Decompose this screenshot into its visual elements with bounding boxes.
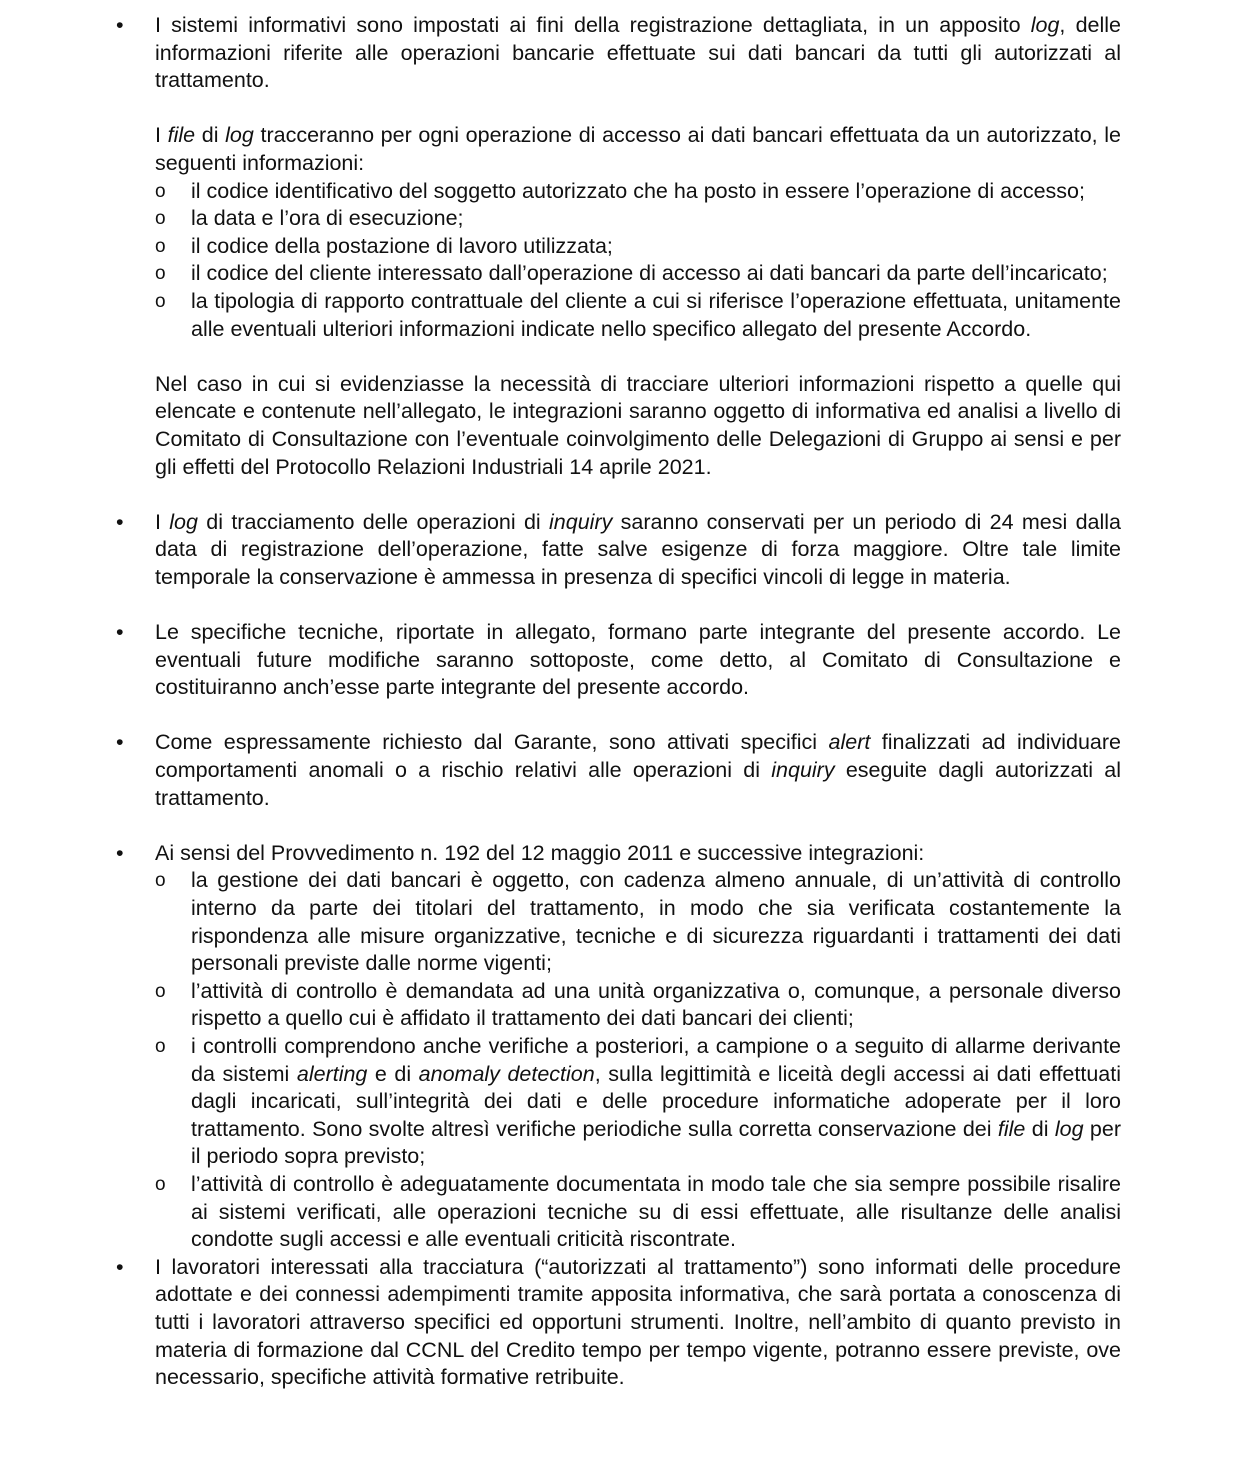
bullet-dot-icon: [116, 729, 130, 757]
circle-bullet-icon: [155, 1171, 169, 1199]
paragraph-text: I file di log tracceranno per ogni operazione di accesso ai dati bancari effettuata da un autorizzato, le seguenti informazioni:: [155, 123, 1122, 175]
circle-bullet-icon: [155, 260, 169, 288]
sub-list: [155, 867, 1121, 1253]
paragraph-spacer: [0, 591, 1239, 619]
italic-term: anomaly detection: [418, 1061, 595, 1086]
sub-list-item: [155, 178, 1121, 206]
paragraph-spacer: [155, 95, 1121, 123]
paragraph-spacer: [155, 343, 1121, 371]
sub-list-text: la data e l’ora di esecuzione;: [191, 206, 464, 231]
sub-list-text: i controlli comprendono anche verifiche a posteriori, a campione o a seguito di allarme derivante da sistemi alerting e di anomaly detection, sulla legittimità e liceità degli accessi ai dati effettuati dagli incaricati, sull’integrità dei dati e delle procedure informatiche adoperate per il loro trattamento. Sono svolte altresì verifiche periodiche sulla corretta conservazione dei file di log per il periodo sopra previsto;: [191, 1033, 1121, 1169]
bullet-item: [0, 840, 1239, 1254]
paragraph-text: Come espressamente richiesto dal Garante, sono attivati specifici alert finalizzati ad individuare comportamenti anomali o a rischio relativi alle operazioni di inquiry eseguite dagli autorizzati al trattamento.: [155, 730, 1121, 810]
sub-list-item: [155, 205, 1121, 233]
sub-list-item: [155, 978, 1121, 1033]
circle-bullet-icon: [155, 233, 169, 261]
paragraph-spacer: [0, 702, 1239, 730]
sub-list-text: l’attività di controllo è adeguatamente documentata in modo tale che sia sempre possibile risalire ai sistemi verificati, alle operazioni tecniche su di essi effettuate, alle risultanze delle analisi condotte sugli accessi e alle eventuali criticità riscontrate.: [191, 1171, 1121, 1252]
italic-term: log: [1030, 13, 1060, 37]
bullet-dot-icon: [116, 12, 130, 40]
circle-bullet-icon: [155, 978, 169, 1006]
sub-list-text: il codice della postazione di lavoro utilizzata;: [191, 233, 613, 258]
sub-list-item: [155, 867, 1121, 977]
circle-bullet-icon: [155, 1033, 169, 1061]
bullet-dot-icon: [116, 840, 130, 868]
italic-term: log: [225, 123, 254, 148]
paragraph-spacer: [0, 481, 1239, 509]
circle-bullet-icon: [155, 288, 169, 316]
sub-list: [155, 178, 1121, 344]
document-page: [0, 12, 1239, 1392]
italic-term: alert: [828, 730, 871, 755]
sub-list-text: il codice del cliente interessato dall’operazione di accesso ai dati bancari da parte dell’incaricato;: [191, 261, 1108, 286]
bullet-dot-icon: [116, 1254, 130, 1282]
sub-list-item: [155, 233, 1121, 261]
bullet-item: [0, 509, 1239, 592]
circle-bullet-icon: [155, 178, 169, 206]
paragraph-text: Le specifiche tecniche, riportate in allegato, formano parte integrante del presente accordo. Le eventuali future modifiche saranno sottoposte, come detto, al Comitato di Consultazione e costituiranno anch’esse parte integrante del presente accordo.: [155, 620, 1121, 700]
sub-list-item: [155, 288, 1121, 343]
bullet-item: [0, 729, 1239, 812]
italic-term: inquiry: [549, 509, 613, 534]
paragraph-text: I sistemi informativi sono impostati ai fini della registrazione dettagliata, in un apposito log, delle informazioni riferite alle operazioni bancarie effettuate sui dati bancari da tutti gli autorizzati al trattamento.: [155, 13, 1122, 93]
bullet-item: [0, 12, 1239, 481]
italic-term: log: [169, 509, 198, 534]
bullet-item: [0, 1254, 1239, 1392]
circle-bullet-icon: [155, 867, 169, 895]
sub-list-text: la gestione dei dati bancari è oggetto, con cadenza almeno annuale, di un’attività di controllo interno da parte dei titolari del trattamento, in modo che sia verificata costantemente la rispondenza alle misure organizzative, tecniche e di sicurezza riguardanti i trattamenti dei dati personali previste dalle norme vigenti;: [191, 868, 1121, 976]
italic-term: log: [1054, 1116, 1084, 1141]
italic-term: file: [167, 123, 196, 148]
italic-term: inquiry: [771, 758, 835, 783]
paragraph-text: Nel caso in cui si evidenziasse la necessità di tracciare ulteriori informazioni rispetto a quelle qui elencate e contenute nell’allegato, le integrazioni saranno oggetto di informativa ed analisi a livello di Comitato di Consultazione con l’eventuale coinvolgimento delle Delegazioni di Gruppo ai sensi e per gli effetti del Protocollo Relazioni Industriali 14 aprile 2021.: [155, 371, 1121, 479]
sub-list-item: [155, 260, 1121, 288]
italic-term: file: [997, 1116, 1026, 1141]
sub-list-text: la tipologia di rapporto contrattuale del cliente a cui si riferisce l’operazione effettuata, unitamente alle eventuali ulteriori informazioni indicate nello specifico allegato del presente Accordo.: [191, 288, 1121, 341]
italic-term: alerting: [296, 1061, 368, 1086]
paragraph-text: I log di tracciamento delle operazioni di inquiry saranno conservati per un periodo di 24 mesi dalla data di registrazione dell’operazione, fatte salve esigenze di forza maggiore. Oltre tale limite temporale la conservazione è ammessa in presenza di specifici vincoli di legge in materia.: [155, 509, 1121, 589]
bullet-dot-icon: [116, 509, 130, 537]
sub-list-item: [155, 1033, 1121, 1171]
sub-list-item: [155, 1171, 1121, 1254]
bullet-dot-icon: [116, 619, 130, 647]
sub-list-text: l’attività di controllo è demandata ad una unità organizzativa o, comunque, a personale diverso rispetto a quello cui è affidato il trattamento dei dati bancari dei clienti;: [191, 978, 1121, 1031]
bullet-item: [0, 619, 1239, 702]
sub-list-text: il codice identificativo del soggetto autorizzato che ha posto in essere l’operazione di accesso;: [191, 178, 1085, 203]
paragraph-text: I lavoratori interessati alla tracciatura (“autorizzati al trattamento”) sono informati delle procedure adottate e dei connessi adempimenti tramite apposita informativa, che sarà portata a conoscenza di tutti i lavoratori attraverso specifici ed opportuni strumenti. Inoltre, nell’ambito di quanto previsto in materia di formazione dal CCNL del Credito tempo per tempo vigente, potranno essere previste, ove necessario, specifiche attività formative retribuite.: [155, 1254, 1121, 1390]
paragraph-text: Ai sensi del Provvedimento n. 192 del 12 maggio 2011 e successive integrazioni:: [155, 840, 925, 865]
paragraph-spacer: [0, 812, 1239, 840]
circle-bullet-icon: [155, 205, 169, 233]
